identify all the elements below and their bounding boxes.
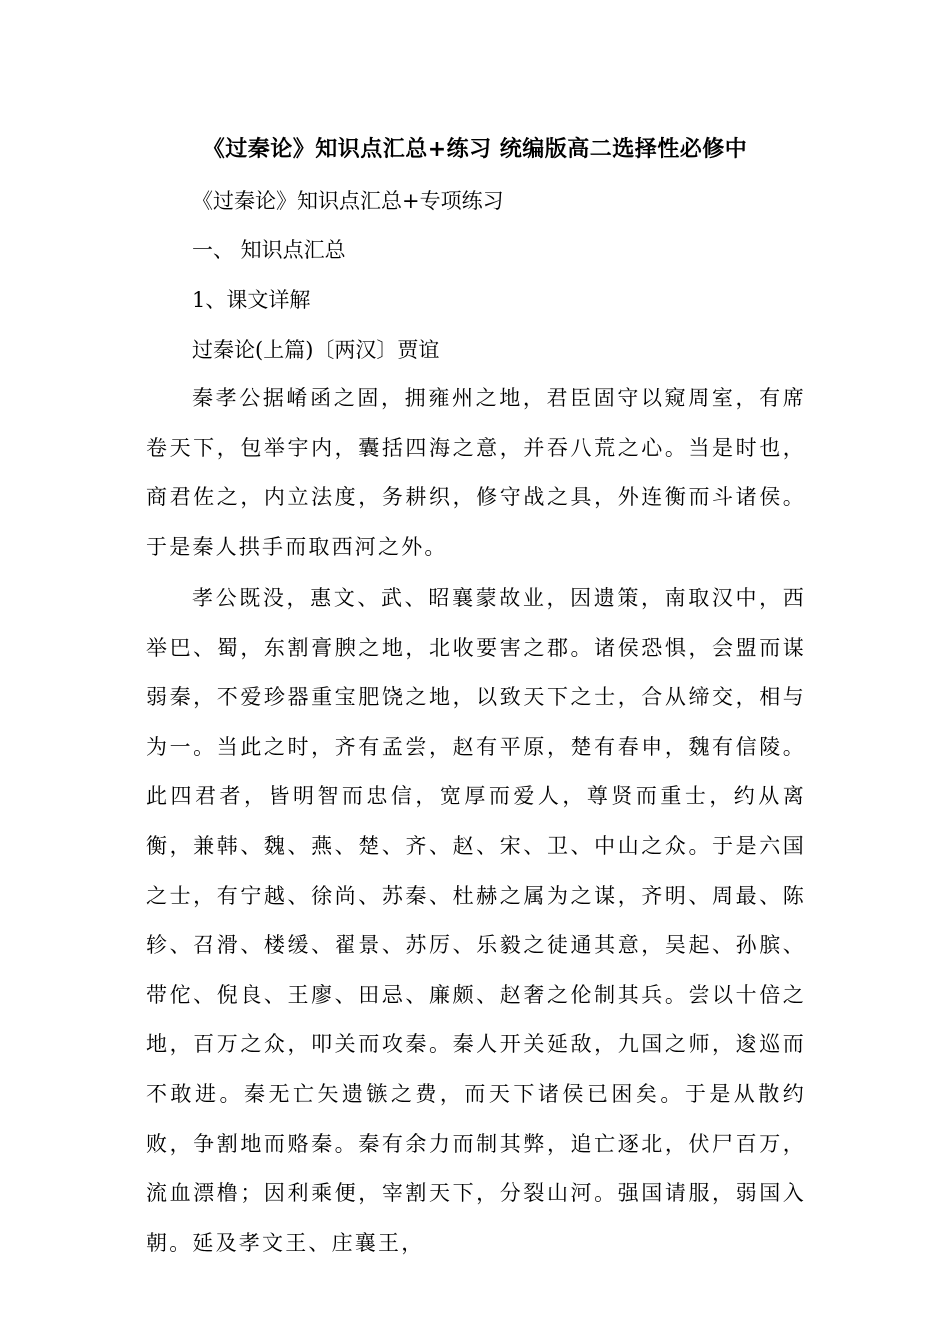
text-heading: 过秦论(上篇)〔两汉〕贾谊 — [192, 338, 440, 362]
paragraph-1: 秦孝公据崤函之固，拥雍州之地，君臣固守以窥周室，有席卷天下，包举宇内，囊括四海之意，并吞八荒之心。当是时也，商君佐之，内立法度，务耕织，修守战之具，外连衡而斗诸侯。于是秦人拱手而取西河之外。 — [146, 386, 806, 559]
section-heading: 一、 知识点汇总 — [192, 238, 346, 262]
document-title: 《过秦论》知识点汇总+练习 统编版高二选择性必修中 — [202, 137, 748, 162]
paragraph-2: 孝公既没，惠文、武、昭襄蒙故业，因遗策，南取汉中，西举巴、蜀，东割膏腴之地，北收要害之郡。诸侯恐惧，会盟而谋弱秦，不爱珍器重宝肥饶之地，以致天下之士，合从缔交，相与为一。当此之时，齐有孟尝，赵有平原，楚有春申，魏有信陵。此四君者，皆明智而忠信，宽厚而爱人，尊贤而重士，约从离衡，兼韩、魏、燕、楚、齐、赵、宋、卫、中山之众。于是六国之士，有宁越、徐尚、苏秦、杜赫之属为之谋，齐明、周最、陈轸、召滑、楼缓、翟景、苏厉、乐毅之徒通其意，吴起、孙膑、带佗、倪良、王廖、田忌、廉颇、赵奢之伦制其兵。尝以十倍之地，百万之众，叩关而攻秦。秦人开关延敌，九国之师，逡巡而不敢进。秦无亡矢遗镞之费，而天下诸侯已困矣。于是从散约败，争割地而赂秦。秦有余力而制其弊，追亡逐北，伏尸百万，流血漂橹；因利乘便，宰割天下，分裂山河。强国请服，弱国入朝。延及孝文王、庄襄王， — [146, 586, 806, 1255]
subsection-heading: 1、课文详解 — [192, 288, 311, 312]
document-subtitle: 《过秦论》知识点汇总+专项练习 — [192, 189, 504, 213]
